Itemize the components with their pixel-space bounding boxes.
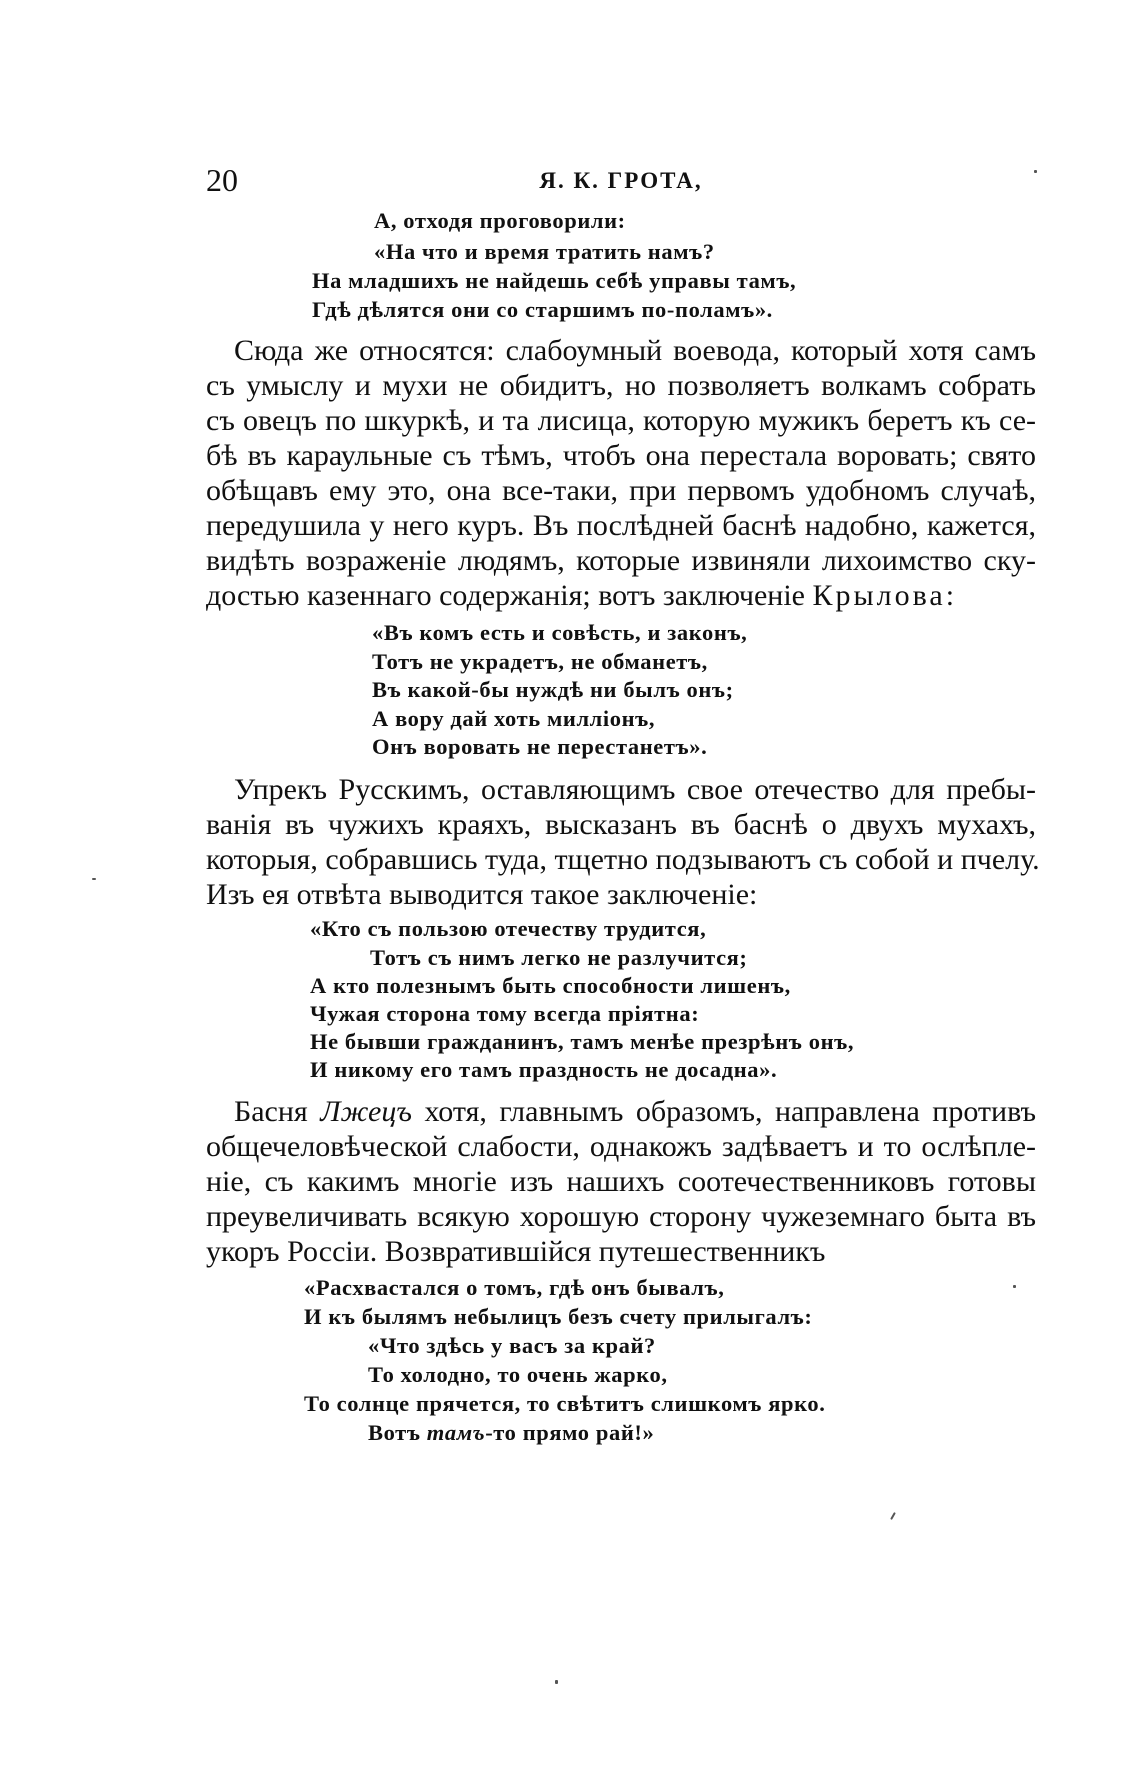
verse-line <box>368 1420 654 1446</box>
verse-line: И никому его тамъ праздность не досадна». <box>310 1057 778 1082</box>
fable-title: Лжецъ <box>320 1095 412 1128</box>
text-line: Изъ ея отвѣта выводится такое заключеніе: <box>206 878 758 911</box>
verse-line: «Расхвастался о томъ, гдѣ онъ бывалъ, <box>304 1275 725 1300</box>
author-name: Крылова: <box>812 579 958 612</box>
verse-line: А вору дай хоть милліонъ, <box>372 706 656 731</box>
text-fragment: достью казеннаго содержанія; вотъ заключеніе <box>206 579 805 612</box>
text-fragment: Басня <box>234 1095 308 1128</box>
text-fragment: хотя, главнымъ образомъ, направлена противъ <box>424 1095 1037 1128</box>
page-header <box>206 162 1036 206</box>
verse-line: То солнце прячется, то свѣтитъ слишкомъ ярко. <box>304 1391 826 1416</box>
verse-fragment-italic: тамъ <box>426 1420 486 1445</box>
text-line: преувеличивать всякую хорошую сторону чужеземнаго быта въ <box>206 1200 1036 1233</box>
text-line: Упрекъ Русскимъ, оставляющимъ свое отечество для пребы- <box>234 773 1036 806</box>
text-line: общечеловѣческой слабости, однакожъ задѣваетъ и то ослѣпле- <box>206 1130 1036 1163</box>
running-head: Я. К. ГРОТА, <box>539 168 703 193</box>
verse-line: Гдѣ дѣлятся они со старшимъ по-поламъ». <box>312 297 773 322</box>
text-line <box>206 579 1036 613</box>
text-line: Сюда же относятся: слабоумный воевода, который хотя самъ <box>234 334 1036 367</box>
verse-line: То холодно, то очень жарко, <box>368 1362 668 1387</box>
verse-line: А, отходя проговорили: <box>374 208 626 233</box>
text-line: съ умыслу и мухи не обидитъ, но позволяетъ волкамъ собрать <box>206 369 1036 402</box>
verse-line: А кто полезнымъ быть способности лишенъ, <box>310 973 791 998</box>
page-number: 20 <box>206 162 238 198</box>
text-line: бѣ въ караульные съ тѣмъ, чтобъ она перестала воровать; свято <box>206 439 1036 472</box>
verse-line: Чужая сторона тому всегда пріятна: <box>310 1001 700 1026</box>
scan-speck <box>555 1680 558 1684</box>
verse-line: «Что здѣсь у васъ за край? <box>368 1333 656 1358</box>
verse-line: «На что и время тратить намъ? <box>374 239 715 264</box>
text-line: съ овецъ по шкуркѣ, и та лисица, которую мужикъ беретъ къ се- <box>206 404 1036 437</box>
scan-speck <box>1013 1285 1016 1288</box>
text-line: передушила у него куръ. Въ послѣдней баснѣ надобно, кажется, <box>206 509 1036 542</box>
scan-speck <box>1034 170 1037 173</box>
text-line <box>234 1095 1036 1129</box>
text-line: укоръ Россіи. Возвратившійся путешественникъ <box>206 1235 826 1268</box>
text-line: видѣть возраженіе людямъ, которые извиняли лихоимство ску- <box>206 544 1036 577</box>
text-line: обѣщавъ ему это, она все-таки, при первомъ удобномъ случаѣ, <box>206 474 1036 507</box>
scan-speck <box>92 878 96 880</box>
verse-fragment: Вотъ <box>368 1420 421 1445</box>
verse-fragment: -то прямо рай!» <box>485 1420 655 1445</box>
verse-line: «Кто съ пользою отечеству трудится, <box>310 916 707 941</box>
verse-line: Тотъ съ нимъ легко не разлучится; <box>370 945 748 970</box>
verse-line: На младшихъ не найдешь себѣ управы тамъ, <box>312 268 797 293</box>
verse-line: Тотъ не украдетъ, не обманетъ, <box>372 649 708 674</box>
scan-speck <box>890 1512 896 1520</box>
verse-line: Не бывши гражданинъ, тамъ менѣе презрѣнъ онъ, <box>310 1029 855 1054</box>
text-line: которыя, собравшись туда, тщетно подзываютъ съ собой и пчелу. <box>206 843 1040 876</box>
text-line: ніе, съ какимъ многіе изъ нашихъ соотечественниковъ готовы <box>206 1165 1036 1198</box>
verse-line: И къ былямъ небылицъ безъ счету прилыгалъ: <box>304 1304 813 1329</box>
text-line: ванія въ чужихъ краяхъ, высказанъ въ баснѣ о двухъ мухахъ, <box>206 808 1036 841</box>
verse-line: «Въ комъ есть и совѣсть, и законъ, <box>372 620 748 645</box>
verse-line: Въ какой-бы нуждѣ ни былъ онъ; <box>372 677 734 702</box>
verse-line: Онъ воровать не перестанетъ». <box>372 734 708 759</box>
